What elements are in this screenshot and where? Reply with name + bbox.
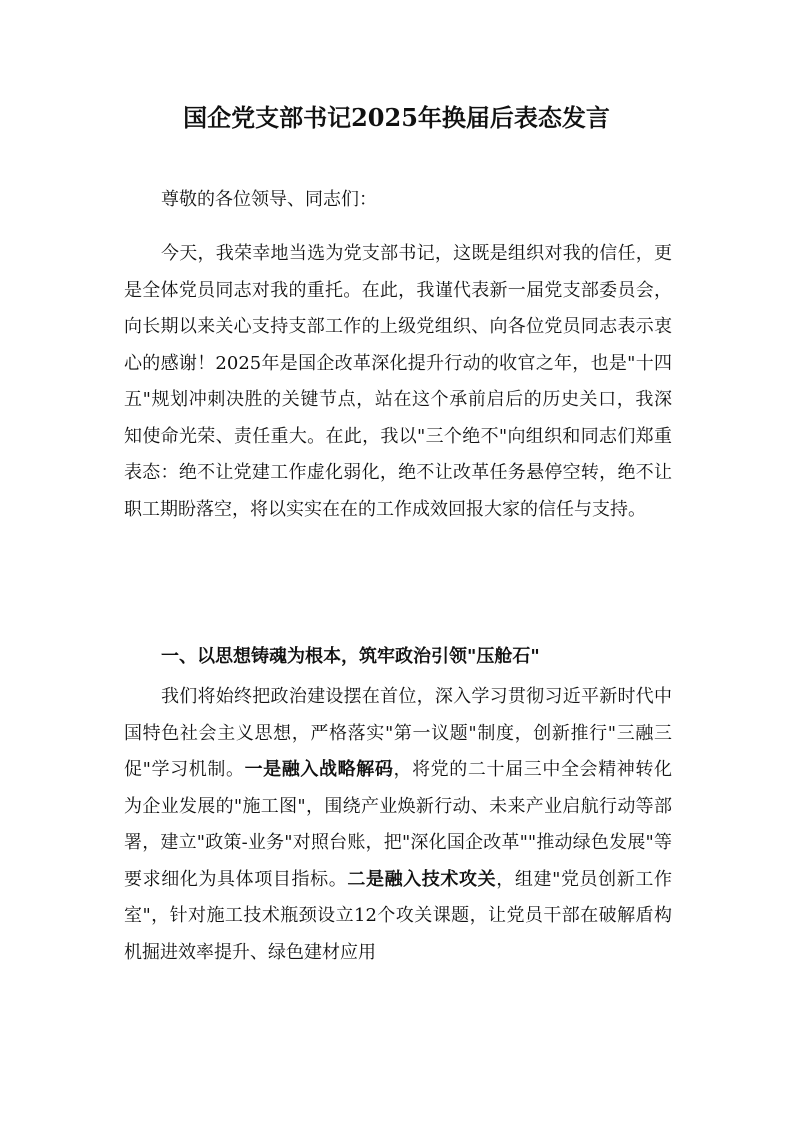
paragraph-text: ，组建"党员创新工作室"，针对施工技术瓶颈设立12个攻关课题，让党员干部在破解盾构机掘进效率提升、绿色建材应用 bbox=[124, 868, 673, 963]
bold-phrase-2: 二是融入技术攻关 bbox=[347, 868, 497, 890]
paragraph-text: ，将党的二十届三中全会精神转化为企业发展的"施工图"，围绕产业焕新行动、未来产业启航行动等部署，建立"政策-业务"对照台账，把"深化国企改革""推动绿色发展"等要求细化为具体项目指标。 bbox=[124, 759, 673, 890]
paragraph-section-1 bbox=[124, 679, 672, 971]
document-title: 国企党支部书记2025年换届后表态发言 bbox=[183, 103, 610, 132]
bold-phrase-1: 一是融入战略解码 bbox=[244, 759, 394, 780]
salutation: 尊敬的各位领导、同志们： bbox=[161, 189, 377, 210]
paragraph-text: 我们将始终把政治建设摆在首位，深入学习贯彻习近平新时代中国特色社会主义思想，严格落实"第一议题"制度，创新推行"三融三促"学习机制。 bbox=[124, 686, 672, 780]
section-heading-1: 一、以思想铸魂为根本，筑牢政治引领"压舱石" bbox=[161, 646, 540, 667]
paragraph-intro: 今天，我荣幸地当选为党支部书记，这既是组织对我的信任，更是全体党员同志对我的重托。在此，我谨代表新一届党支部委员会，向长期以来关心支持支部工作的上级党组织、向各位党员同志表示衷心的感谢！2025年是国企改革深化提升行动的收官之年，也是"十四五"规划冲刺决胜的关键节点，站在这个承前启后的历史关口，我深知使命光荣、责任重大。在此，我以"三个绝不"向组织和同志们郑重表态：绝不让党建工作虚化弱化，绝不让改革任务悬停空转，绝不让职工期盼落空，将以实实在在的工作成效回报大家的信任与支持。 bbox=[124, 243, 672, 520]
